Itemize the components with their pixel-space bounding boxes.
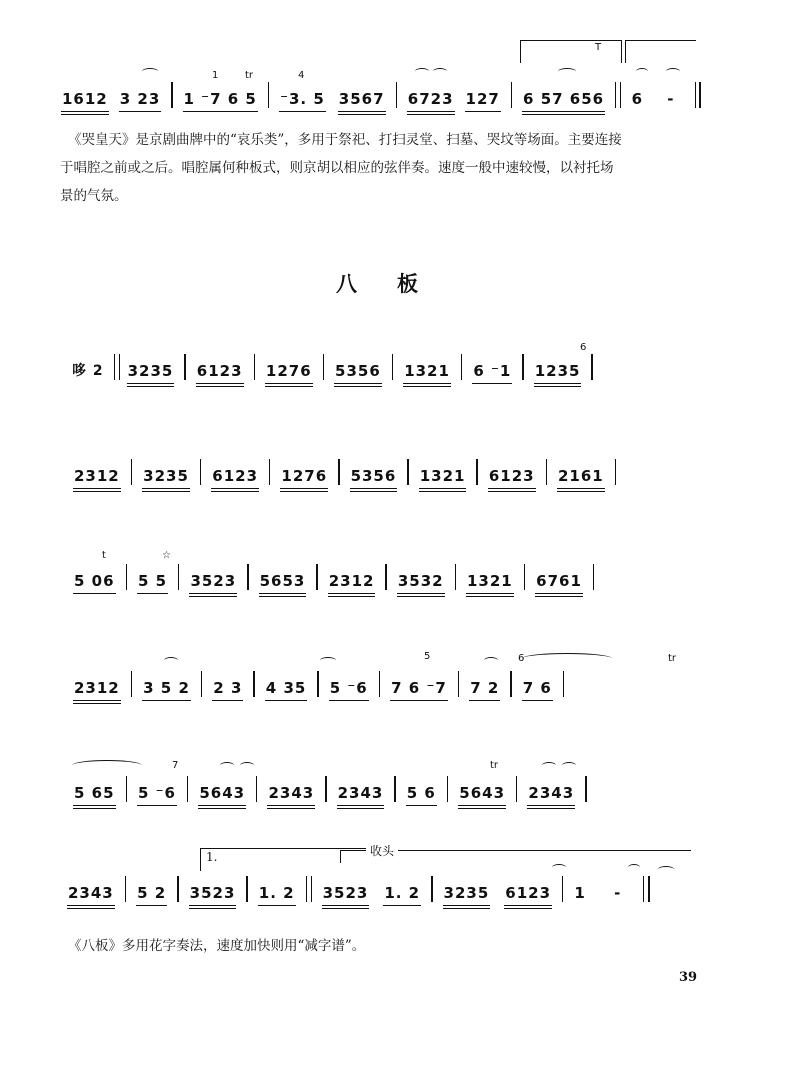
measure: 3 23 [119, 90, 161, 108]
slur-mark [220, 762, 234, 769]
measure: 3532 [397, 572, 444, 590]
measure: 1321 [467, 572, 513, 590]
measure: 7 6 [522, 679, 552, 697]
barline [184, 354, 185, 380]
barline [522, 354, 523, 380]
barline [447, 776, 448, 802]
measure: 2343 [68, 884, 114, 902]
barline [392, 354, 393, 380]
slur-mark [240, 762, 254, 769]
barline [510, 671, 511, 697]
barline [323, 354, 324, 380]
final-barline [695, 82, 702, 108]
measure: 3235 [143, 467, 189, 485]
measure: 5653 [259, 572, 306, 590]
measure: 1321 [419, 467, 466, 485]
measure: 1 ⁻7 6 5 [183, 90, 257, 108]
measure: 2161 [557, 467, 604, 485]
slur-mark [433, 68, 447, 75]
score-notes [72, 350, 702, 380]
barline [200, 459, 201, 485]
score-line-2 [72, 425, 702, 485]
slur-mark [666, 68, 680, 75]
measure: 7 6 ⁻7 [391, 679, 447, 697]
barline [126, 776, 127, 802]
volta-label: 1. [206, 850, 218, 864]
measure: 2312 [328, 572, 375, 590]
score-notes [72, 667, 702, 697]
slur-mark [558, 68, 576, 75]
trill-mark: tr [668, 653, 677, 664]
barline [256, 776, 257, 802]
score-line-5 [72, 742, 702, 802]
measure: 5 2 [137, 884, 167, 902]
measure: 6123 [505, 884, 552, 902]
measure: 1 - [574, 884, 633, 902]
score-line-1 [72, 320, 702, 380]
fingering-mark: T [595, 42, 602, 53]
barline [385, 564, 386, 590]
slur-mark [142, 68, 158, 75]
measure: 5356 [335, 362, 381, 380]
score-notes [66, 872, 702, 902]
measure: 5643 [459, 784, 506, 802]
measure: 127 [465, 90, 500, 108]
measure: 5 ⁻6 [137, 784, 176, 802]
slur-mark [562, 762, 576, 769]
measure: 5 65 [74, 784, 115, 802]
measure: 1. 2 [384, 884, 421, 902]
volta-bracket [625, 40, 696, 63]
measure: 2312 [74, 679, 120, 697]
measure: 5 6 [406, 784, 436, 802]
intro-score-line [60, 42, 710, 108]
slur-mark [415, 68, 429, 75]
barline [431, 876, 432, 902]
barline [455, 564, 456, 590]
barline [615, 459, 616, 485]
slur-mark [542, 762, 556, 769]
fingering-mark: t [102, 550, 106, 561]
barline [171, 82, 172, 108]
barline [253, 671, 254, 697]
fingering-mark: 1 [212, 70, 219, 81]
measure: 2343 [528, 784, 575, 802]
barline [316, 564, 317, 590]
measure: 3523 [322, 884, 369, 902]
accent-mark: ☆ [162, 550, 171, 561]
measure: 3567 [338, 90, 385, 108]
barline [254, 354, 255, 380]
slur-mark [320, 657, 336, 664]
barline [246, 876, 247, 902]
score-notes [60, 78, 710, 108]
barline [269, 459, 270, 485]
barline [187, 776, 188, 802]
barline [516, 776, 517, 802]
barline [125, 876, 126, 902]
text-line: 《哭皇天》是京剧曲牌中的“哀乐类”，多用于祭祀、打扫灵堂、扫墓、哭坟等场面。主要连接 [68, 132, 622, 148]
measure: 6123 [196, 362, 243, 380]
barline [317, 671, 318, 697]
barline [338, 459, 339, 485]
barline [396, 82, 397, 108]
text-line: 于唱腔之前或之后。唱腔属何种板式，则京胡以相应的弦伴奏。速度一般中速较慢，以衬托场 [60, 160, 614, 176]
page-number: 39 [679, 970, 698, 985]
barline [131, 459, 132, 485]
measure: 6123 [488, 467, 535, 485]
trill-mark: tr [245, 70, 254, 81]
slur-mark [628, 864, 640, 871]
barline [131, 671, 132, 697]
measure: 5643 [199, 784, 246, 802]
score-notes [72, 772, 702, 802]
measure: 1. 2 [258, 884, 295, 902]
measure: 7 2 [470, 679, 500, 697]
fingering-mark: 5 [424, 651, 431, 662]
barline [247, 564, 248, 590]
final-barline [643, 876, 650, 902]
measure: 1235 [534, 362, 581, 380]
measure: 1612 [62, 90, 108, 108]
fingering-mark: 4 [298, 70, 305, 81]
repeat-barline [114, 354, 120, 380]
score-line-6 [66, 842, 702, 902]
barline [585, 776, 586, 802]
barline [591, 354, 592, 380]
barline [562, 876, 563, 902]
repeat-barline [306, 876, 312, 902]
measure: 6723 [407, 90, 454, 108]
barline [511, 82, 512, 108]
measure: 2312 [74, 467, 120, 485]
barline [593, 564, 594, 590]
slur-mark [484, 657, 498, 664]
score-line-3 [72, 530, 702, 590]
measure: 6123 [212, 467, 259, 485]
measure: ⁻3. 5 [280, 90, 325, 108]
shoutou-label: 收头 [366, 842, 398, 859]
measure: 5 ⁻6 [329, 679, 368, 697]
barline [563, 671, 564, 697]
slur-mark [552, 864, 566, 871]
measure: 1276 [265, 362, 312, 380]
fingering-mark: 7 [172, 760, 179, 771]
measure: 5 06 [74, 572, 115, 590]
volta-bracket [520, 40, 622, 63]
barline [394, 776, 395, 802]
fingering-mark: 6 [518, 653, 525, 664]
measure: 6 - [631, 90, 684, 108]
slur-mark [72, 760, 142, 771]
barline [461, 354, 462, 380]
trill-mark: tr [490, 760, 499, 771]
barline [458, 671, 459, 697]
barline [546, 459, 547, 485]
barline [325, 776, 326, 802]
score-notes [72, 560, 702, 590]
measure: 1321 [404, 362, 450, 380]
measure: 3523 [190, 572, 237, 590]
intro-paragraph [60, 126, 708, 210]
lead-in: 哆 2 [72, 363, 104, 379]
repeat-barline [615, 82, 621, 108]
barline [476, 459, 477, 485]
barline [524, 564, 525, 590]
barline [407, 459, 408, 485]
measure: 3235 [127, 362, 174, 380]
measure: 3 5 2 [143, 679, 190, 697]
measure: 1276 [281, 467, 328, 485]
footnote: 《八板》多用花字奏法，速度加快则用“减字谱”。 [68, 938, 366, 954]
measure: 6 57 656 [523, 90, 605, 108]
measure: 2 3 [213, 679, 243, 697]
barline [201, 671, 202, 697]
barline [268, 82, 269, 108]
measure: 4 35 [265, 679, 307, 697]
measure: 5356 [350, 467, 397, 485]
slur-mark [522, 653, 612, 664]
piece-title: 八板 [336, 271, 458, 296]
measure: 6 ⁻1 [473, 362, 512, 380]
fingering-mark: 6 [580, 342, 587, 353]
measure: 2343 [268, 784, 315, 802]
slur-mark [636, 68, 648, 75]
measure: 3235 [443, 884, 490, 902]
slur-mark [164, 657, 178, 664]
text-line: 景的气氛。 [60, 188, 128, 204]
measure: 2343 [337, 784, 384, 802]
barline [178, 564, 179, 590]
measure: 6761 [536, 572, 582, 590]
score-line-4 [72, 637, 702, 697]
measure: 5 5 [137, 572, 168, 590]
measure: 3523 [189, 884, 236, 902]
barline [379, 671, 380, 697]
barline [177, 876, 178, 902]
barline [126, 564, 127, 590]
score-notes [72, 455, 702, 485]
